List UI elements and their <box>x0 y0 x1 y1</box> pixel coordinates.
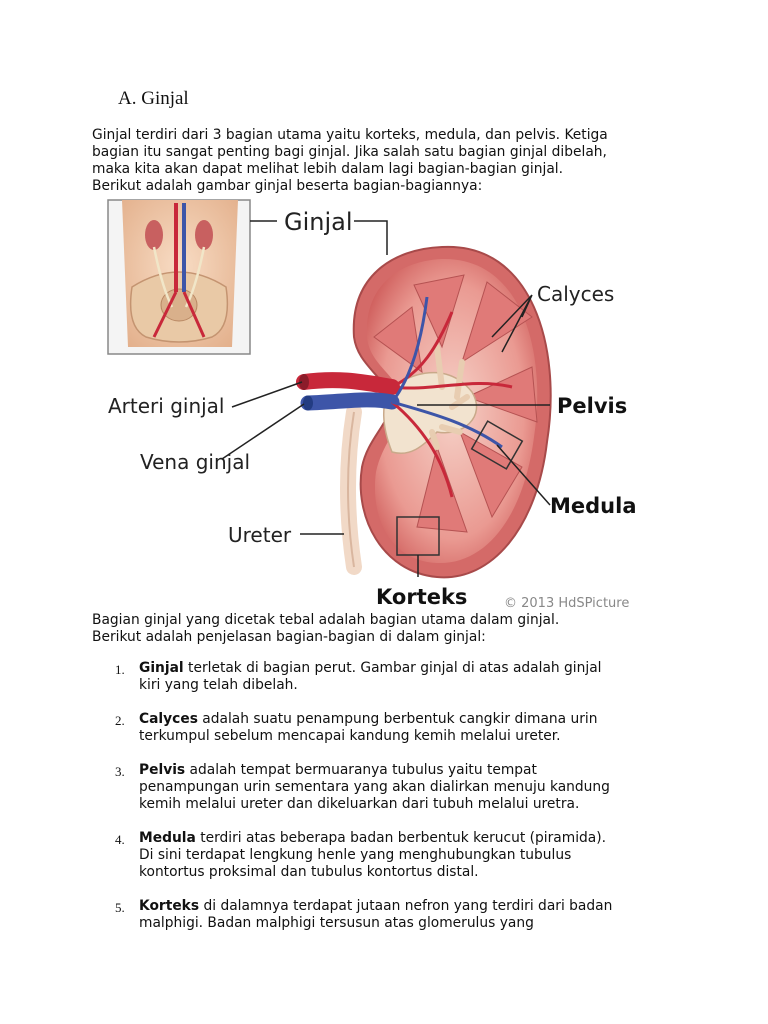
list-text: kemih melalui ureter dan dikeluarkan dari tubuh melalui uretra. <box>139 796 580 812</box>
list-text: penampungan urin sementara yang akan dialirkan menuju kandung <box>139 779 610 795</box>
parts-list <box>92 660 692 949</box>
intro-paragraph <box>92 127 692 195</box>
label-ginjal: Ginjal <box>284 208 353 236</box>
copyright-text: © 2013 HdSPicture <box>504 596 630 611</box>
kidney-cross-section <box>354 247 551 577</box>
list-item <box>92 711 692 745</box>
list-item <box>92 762 692 813</box>
list-text: di dalamnya terdapat jutaan nefron yang terdiri dari badan <box>203 898 613 914</box>
list-text: adalah suatu penampung berbentuk cangkir dimana urin <box>202 711 598 727</box>
list-text: adalah tempat bermuaranya tubulus yaitu tempat <box>189 762 537 778</box>
list-number: 5. <box>115 900 125 915</box>
intro-line: maka kita akan dapat melihat lebih dalam lagi bagian-bagian ginjal. <box>92 161 563 177</box>
list-item <box>92 660 692 694</box>
list-text: kiri yang telah dibelah. <box>139 677 298 693</box>
list-term: Korteks <box>139 898 200 914</box>
summary-paragraph <box>92 612 692 646</box>
list-number: 4. <box>115 832 125 847</box>
intro-line: Berikut adalah gambar ginjal beserta bagian-bagiannya: <box>92 178 483 194</box>
list-number: 1. <box>115 662 125 677</box>
list-text: Di sini terdapat lengkung henle yang menghubungkan tubulus <box>139 847 572 863</box>
summary-line: Bagian ginjal yang dicetak tebal adalah bagian utama dalam ginjal. <box>92 612 560 628</box>
list-number: 3. <box>115 764 125 779</box>
label-korteks: Korteks <box>376 585 468 609</box>
label-ureter: Ureter <box>228 523 292 547</box>
list-text: malphigi. Badan malphigi tersusun atas glomerulus yang <box>139 915 534 931</box>
list-number: 2. <box>115 713 125 728</box>
body-inset <box>108 200 250 354</box>
list-term: Ginjal <box>139 660 184 676</box>
kidney-diagram <box>92 197 652 612</box>
list-text: terdiri atas beberapa badan berbentuk kerucut (piramida). <box>200 830 607 846</box>
list-term: Pelvis <box>139 762 186 778</box>
label-medula: Medula <box>550 494 637 518</box>
label-vena-ginjal: Vena ginjal <box>140 450 251 474</box>
label-calyces: Calyces <box>537 282 615 306</box>
label-arteri-ginjal: Arteri ginjal <box>108 394 225 418</box>
list-item <box>92 898 692 932</box>
summary-line: Berikut adalah penjelasan bagian-bagian di dalam ginjal: <box>92 629 486 645</box>
list-term: Medula <box>139 830 196 846</box>
list-item <box>92 830 692 881</box>
list-term: Calyces <box>139 711 198 727</box>
intro-line: bagian itu sangat penting bagi ginjal. Jika salah satu bagian ginjal dibelah, <box>92 144 607 160</box>
label-pelvis: Pelvis <box>557 394 628 418</box>
section-heading: A. Ginjal <box>118 88 189 109</box>
list-text: terletak di bagian perut. Gambar ginjal di atas adalah ginjal <box>188 660 602 676</box>
list-text: kontortus proksimal dan tubulus kontortus distal. <box>139 864 479 880</box>
list-text: terkumpul sebelum mencapai kandung kemih melalui ureter. <box>139 728 561 744</box>
intro-line: Ginjal terdiri dari 3 bagian utama yaitu korteks, medula, dan pelvis. Ketiga <box>92 127 608 143</box>
